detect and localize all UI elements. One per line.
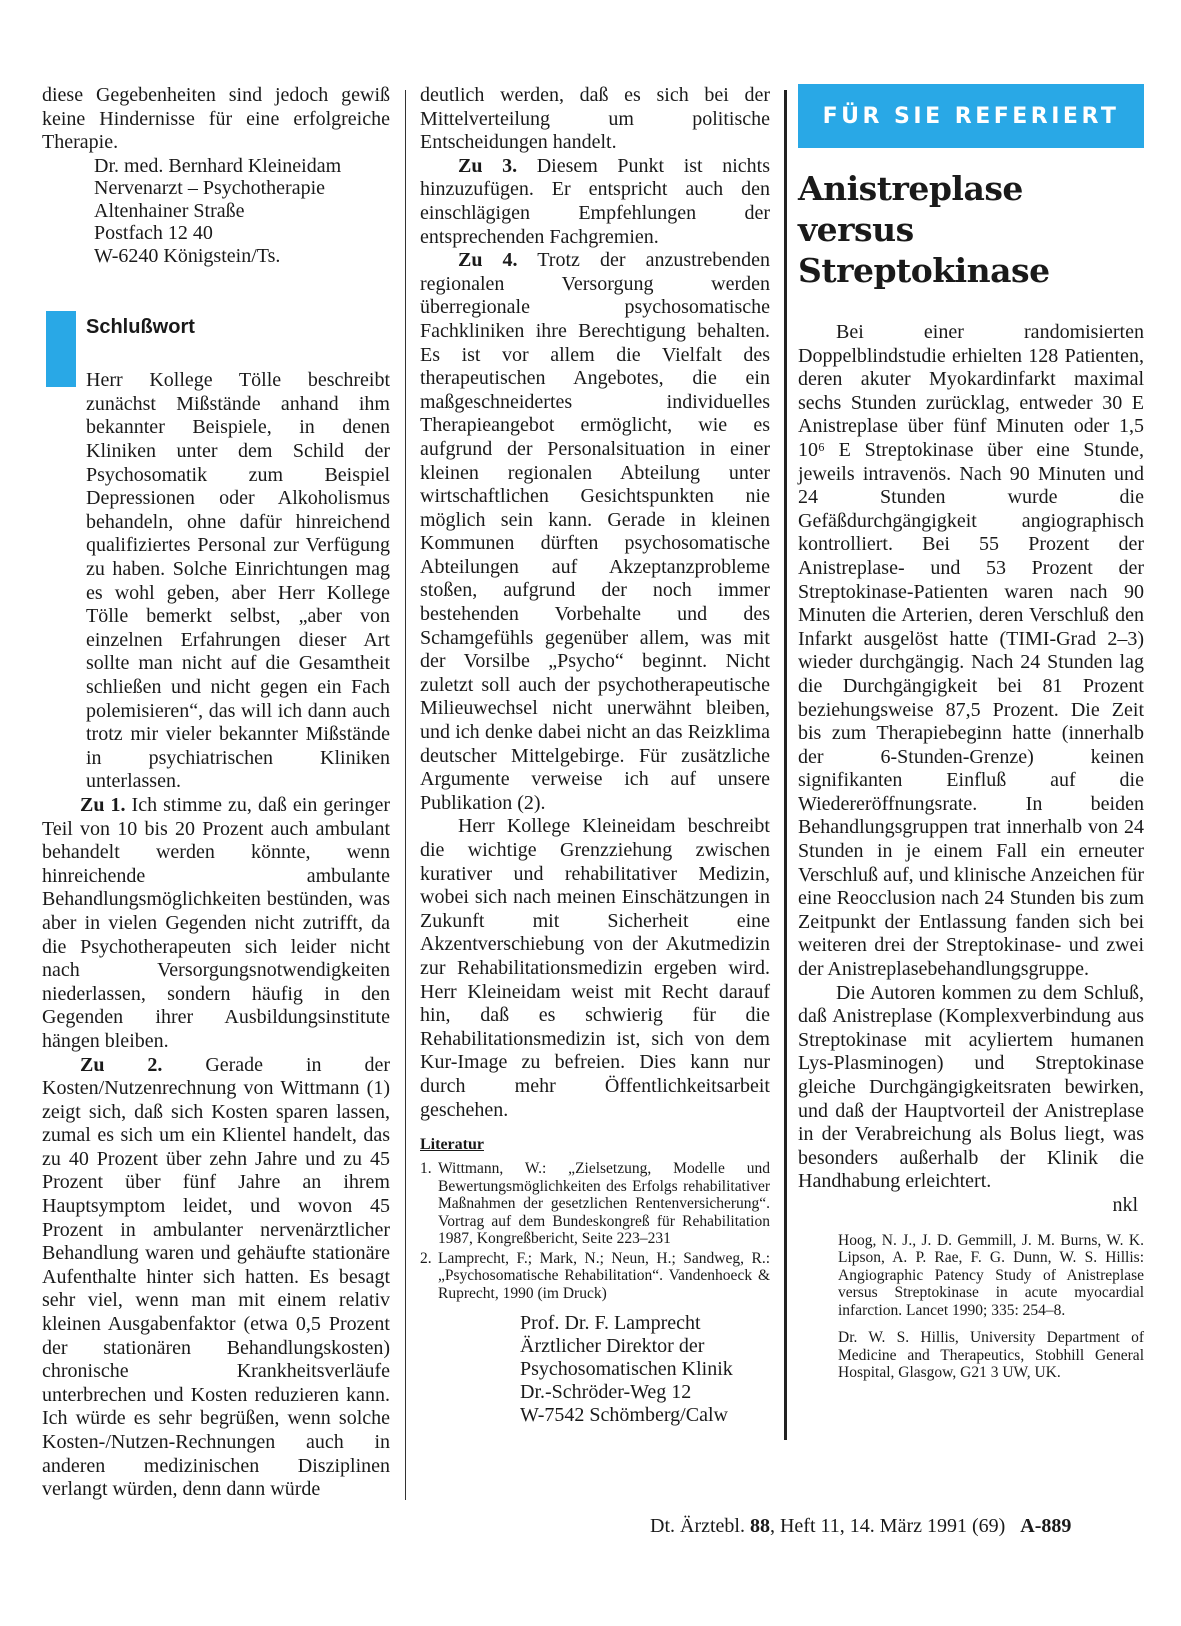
reference-number: 1. bbox=[420, 1160, 432, 1178]
reference-item bbox=[420, 1160, 770, 1248]
signature-line: W-7542 Schömberg/Calw bbox=[520, 1404, 728, 1427]
reference-item bbox=[420, 1250, 770, 1303]
signature-line: Postfach 12 40 bbox=[94, 222, 213, 245]
zu3-text: Diesem Punkt ist nichts hinzuzufügen. Er entspricht auch den einschlägigen Empfehlungen der entsprechenden Fachgremien. bbox=[420, 154, 770, 248]
signature-lamprecht bbox=[520, 1312, 770, 1427]
reference-text: Wittmann, W.: „Zielsetzung, Modelle und Bewertungsmöglichkeiten des Erfolgs rehabilitativer Maßnahmen der gesetzlichen Rentenversicherung“. Vortrag auf dem Bundeskongreß für Rehabilitation 1987, Kongreßbericht, Seite 223–231 bbox=[438, 1160, 770, 1248]
signature-line: Altenhainer Straße bbox=[94, 199, 245, 222]
column-2 bbox=[420, 84, 770, 1427]
author-address: Dr. W. S. Hillis, University Department of Medicine and Therapeutics, Stobhill General Hospital, Glasgow, G21 3 UW, UK. bbox=[838, 1329, 1144, 1382]
signature-line: Prof. Dr. F. Lamprecht bbox=[520, 1312, 701, 1335]
literatur-heading: Literatur bbox=[420, 1136, 484, 1154]
signature-line: Dr. med. Bernhard Kleineidam bbox=[94, 154, 342, 177]
continued-paragraph: deutlich werden, daß es sich bei der Mittelverteilung um politische Entscheidungen handelt. bbox=[420, 84, 770, 154]
page-number: A-889 bbox=[1020, 1515, 1072, 1537]
kleineidam-paragraph: Herr Kollege Kleineidam beschreibt die wichtige Grenzziehung zwischen kurativer und rehabilitativer Medizin, wobei sich nach meinen Einschätzungen in Zukunft mit Sicherheit eine Akzentverschiebung von der Akutmedizin zur Rehabilitationsmedizin ergeben wird. Herr Kleineidam weist mit Recht darauf hin, daß es schwierig für die Rehabilitationsmedizin ist, sich von dem Kur-Image zu befreien. Dies kann nur durch mehr Öffentlichkeitsarbeit geschehen. bbox=[420, 815, 770, 1121]
signature-line: Dr.-Schröder-Weg 12 bbox=[520, 1381, 692, 1404]
headline-line: Anistreplase bbox=[798, 169, 1023, 208]
signature-line: W-6240 Königstein/Ts. bbox=[94, 244, 281, 267]
zu4-paragraph bbox=[420, 249, 770, 815]
journal-issue: , Heft 11, 14. März 1991 (69) bbox=[769, 1515, 1006, 1537]
section-header bbox=[42, 311, 390, 405]
section-marker bbox=[46, 311, 76, 387]
reference-text: Lamprecht, F.; Mark, N.; Neun, H.; Sandweg, R.: „Psychosomatische Rehabilitation“. Vandenhoeck & Ruprecht, 1990 (im Druck) bbox=[438, 1249, 770, 1302]
page-footer bbox=[650, 1515, 1071, 1538]
zu2-paragraph bbox=[42, 1054, 390, 1502]
journal-name: Dt. Ärztebl. bbox=[650, 1515, 745, 1537]
zu1-paragraph bbox=[42, 794, 390, 1054]
headline-line: versus bbox=[798, 210, 914, 249]
article-paragraph: Die Autoren kommen zu dem Schluß, daß Anistreplase (Komplexverbindung aus Streptokinase mit acyliertem humanen Lys-Plasminogen) und Streptokinase gleiche Durchgängigkeitsraten bewirken, und daß der Hauptvorteil der Anistreplase in der Verabreichung als Bolus liegt, was besonders außerhalb der Klinik die Handhabung erleichtert. bbox=[798, 981, 1144, 1193]
zu3-paragraph bbox=[420, 155, 770, 249]
schlusswort-paragraph: Herr Kollege Tölle beschreibt zunächst Mißstände anhand ihm bekannter Beispiele, in denen Kliniken unter dem Schild der Psychosomatik zum Beispiel Depressionen oder Alkoholismus behandeln, ohne dafür hinreichend qualifiziertes Personal zur Verfügung zu haben. Solche Einrichtungen mag es wohl geben, aber Herr Kollege Tölle bemerkt selbst, „aber von einzelnen Erfahrungen dieser Art sollte man nicht auf die Gesamtheit schließen und nicht gegen ein Fach polemisieren“, das will ich dann auch trotz mir vieler bekannter Mißstände in psychiatrischen Kliniken unterlassen. bbox=[86, 369, 390, 793]
zu4-text: Trotz der anzustrebenden regionalen Versorgung werden überregionale psychosomatische Fachkliniken ihre Berechtigung behalten. Es ist vor allem die Vielfalt des therapeutischen Angebotes, die ein maßgeschneidertes individuelles Therapieangebot ermöglicht, wie es aufgrund der Personalsituation in einer kleinen regionalen Abteilung unter wirtschaftlichen Gesichtspunkten nie möglich sein kann. Gerade in kleinen Kommunen dürften psychosomatische Abteilungen auf Akzeptanzprobleme stoßen, aufgrund der noch immer bestehenden Vorbehalte und des Schamgefühls gegenüber allem, was mit der Vorsilbe „Psycho“ beginnt. Nicht zuletzt soll auch der psychotherapeutische Milieuwechsel nicht unerwähnt bleiben, und ich denke dabei nicht an das Reizklima deutscher Mittelgebirge. Für zusätzliche Argumente verweise ich auf unsere Publikation (2). bbox=[420, 249, 770, 814]
signature-line: Psychosomatischen Klinik bbox=[520, 1358, 733, 1381]
zu3-label: Zu 3. bbox=[458, 154, 518, 177]
column-rule-right bbox=[784, 90, 787, 1440]
column-3 bbox=[798, 84, 1144, 1392]
signature-line: Ärztlicher Direktor der bbox=[520, 1335, 705, 1358]
signature-line: Nervenarzt – Psychotherapie bbox=[94, 177, 326, 200]
zu4-label: Zu 4. bbox=[458, 249, 518, 272]
reference-list bbox=[420, 1160, 770, 1302]
headline-line: Streptokinase bbox=[798, 251, 1050, 290]
reference-number: 2. bbox=[420, 1249, 432, 1267]
citation-text: Hoog, N. J., J. D. Gemmill, J. M. Burns, W. K. Lipson, A. P. Rae, F. G. Dunn, W. S. Hillis: Angiographic Patency Study of Anistreplase versus Streptokinase in acute myocardial infarction. Lancet 1990; 335: 254–8. bbox=[838, 1231, 1144, 1319]
zu2-text: Gerade in der Kosten/Nutzenrechnung von Wittmann (1) zeigt sich, daß sich Kosten sparen lassen, zumal es sich um ein Klientel handelt, das zu 40 Prozent über zehn Jahre und zu 45 Prozent über fünf Jahre an ihrem Hauptsymptom leidet, und wovon 45 Prozent in ambulanter nervenärztlicher Behandlung waren und gehäufte stationäre Aufenthalte hinter sich hatten. Es besagt sehr viel, wenn man mit einem relativ kleinen Ausgabenfaktor (etwa 0,5 Prozent der stationären Behandlungskosten) chronische Krankheitsverläufe unterbrechen und Kosten reduzieren kann. Ich würde es sehr begrüßen, wenn solche Kosten-/Nutzen-Rechnungen auch in anderen medizinischen Disziplinen verlangt würden, denn dann würde bbox=[42, 1053, 390, 1501]
author-initials: nkl bbox=[1112, 1193, 1138, 1216]
intro-paragraph: diese Gegebenheiten sind jedoch gewiß keine Hindernisse für eine erfolgreiche Therapie. bbox=[42, 84, 390, 154]
signature-kleineidam bbox=[42, 155, 390, 268]
column-1 bbox=[42, 84, 390, 1502]
zu1-text: Ich stimme zu, daß ein geringer Teil von 10 bis 20 Prozent auch ambulant behandelt werden könnte, wenn hinreichende ambulante Behandlungsmöglichkeiten bestünden, was aber in vielen Gegenden nicht zutrifft, da die Psychotherapeuten sich leider nicht nach Versorgungsnotwendigkeiten niederlassen, sondern häufig in den Gegenden ihrer Ausbildungsinstitute hängen bleiben. bbox=[42, 793, 390, 1052]
zu2-label: Zu 2. bbox=[80, 1053, 163, 1076]
column-rule-left bbox=[405, 90, 406, 1500]
article-paragraph: Bei einer randomisierten Doppelblindstudie erhielten 128 Patienten, deren akuter Myokardinfarkt maximal sechs Stunden zurücklag, entweder 30 E Anistreplase über fünf Minuten oder 1,5 10⁶ E Streptokinase über eine Stunde, jeweils intravenös. Nach 90 Minuten und 24 Stunden wurde die Gefäßdurchgängigkeit angiographisch kontrolliert. Bei 55 Prozent der Anistreplase- und 53 Prozent der Streptokinase-Patienten waren nach 90 Minuten die Arterien, deren Verschluß den Infarkt ausgelöst hatte (TIMI-Grad 2–3) wieder durchgängig. Nach 24 Stunden lag die Durchgängigkeit bei 81 Prozent beziehungsweise 87,5 Prozent. Die Zeit bis zum Therapiebeginn hatte (innerhalb der 6-Stunden-Grenze) keinen signifikanten Einfluß auf die Wiedereröffnungsrate. In beiden Behandlungsgruppen trat innerhalb von 24 Stunden in je einem Fall ein erneuter Verschluß auf, und klinische Anzeichen für eine Reocclusion nach 24 Stunden bis zum Zeitpunkt der Entlassung fanden sich bei weiteren drei der Streptokinase- und zwei der Anistreplasebehandlungsgruppe. bbox=[798, 321, 1144, 981]
section-title: Schlußwort bbox=[86, 316, 195, 339]
article-headline bbox=[798, 168, 1144, 291]
zu1-label: Zu 1. bbox=[80, 793, 126, 816]
article-body bbox=[798, 321, 1144, 1218]
rubric-banner: FÜR SIE REFERIERT bbox=[798, 84, 1144, 148]
journal-volume: 88 bbox=[749, 1515, 770, 1537]
source-citation bbox=[838, 1232, 1144, 1382]
